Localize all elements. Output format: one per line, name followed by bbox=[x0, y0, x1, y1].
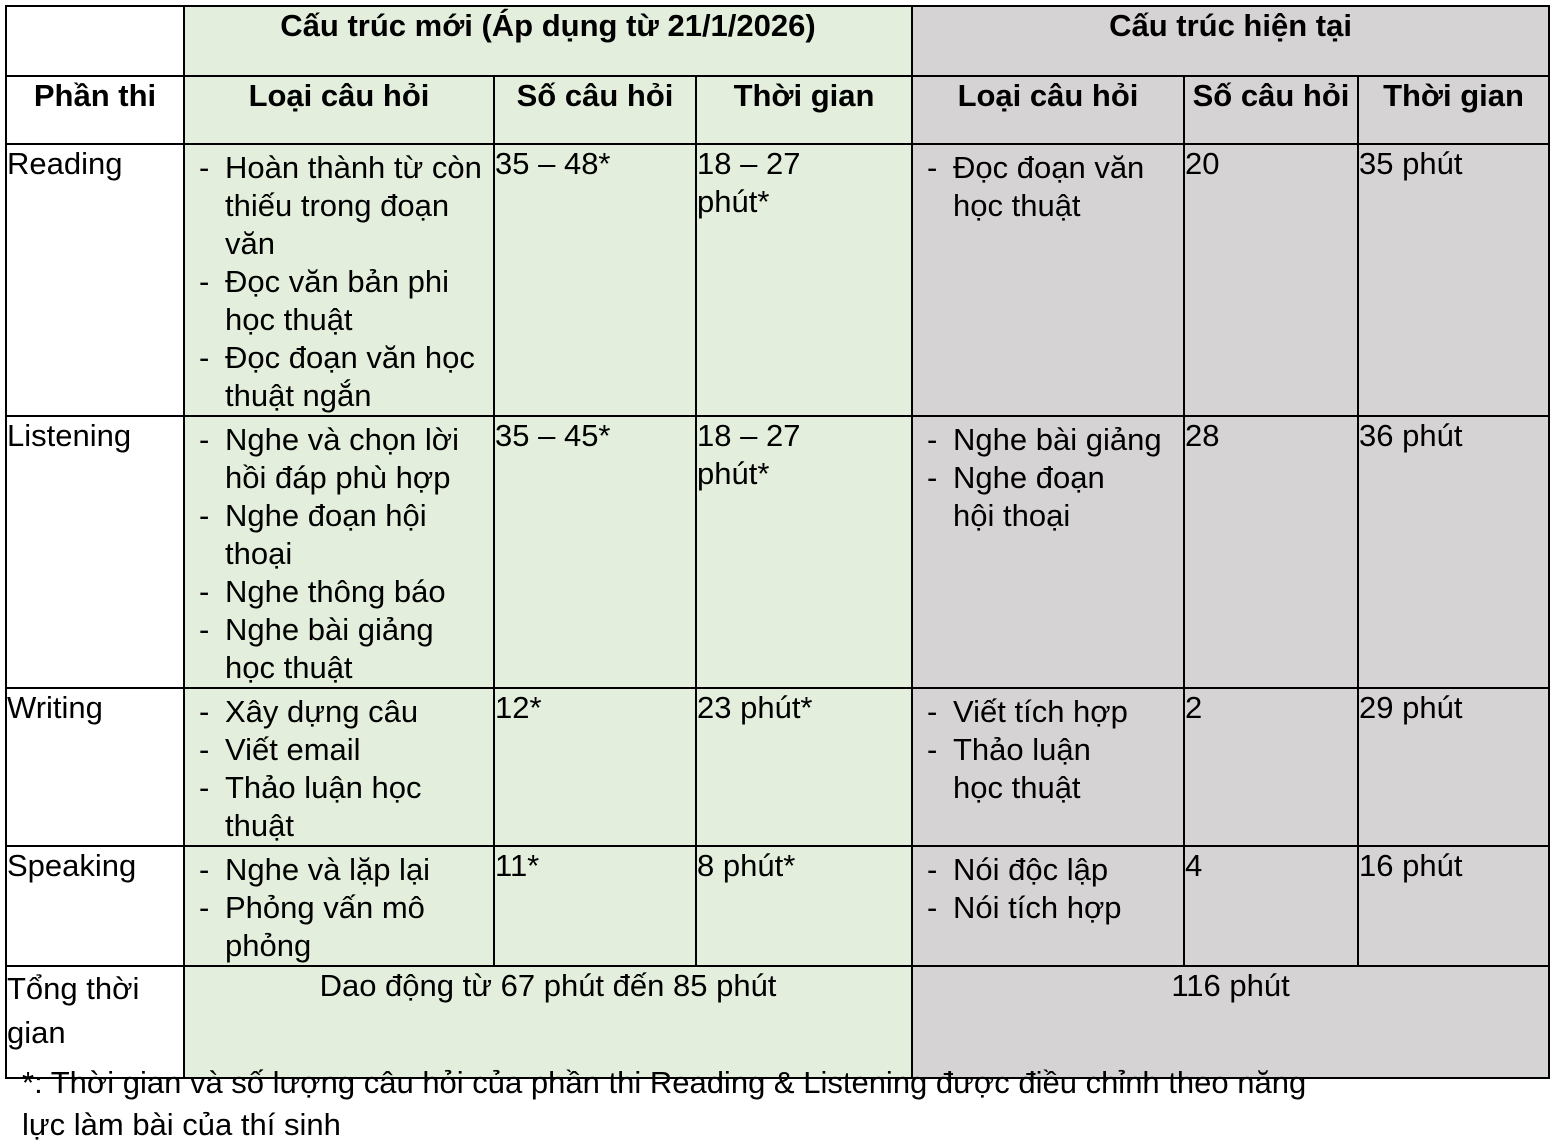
new-question-types bbox=[184, 416, 494, 688]
current-question-types bbox=[912, 144, 1184, 416]
list-item: - Nghe thông báo bbox=[199, 573, 489, 611]
new-types-list bbox=[185, 145, 493, 415]
table-row-writing bbox=[6, 688, 1549, 846]
new-question-count: 35 – 48* bbox=[494, 144, 696, 416]
current-time-header: Thời gian bbox=[1358, 76, 1549, 144]
current-question-count: 28 bbox=[1184, 416, 1358, 688]
new-types-list bbox=[185, 847, 493, 965]
current-question-types bbox=[912, 416, 1184, 688]
list-item: - Thảo luận học thuật bbox=[199, 769, 489, 845]
list-item: - Viết tích hợp bbox=[927, 693, 1179, 731]
current-question-count: 2 bbox=[1184, 688, 1358, 846]
current-question-count: 20 bbox=[1184, 144, 1358, 416]
comparison-table bbox=[5, 5, 1550, 1079]
current-time: 29 phút bbox=[1358, 688, 1549, 846]
current-types-list bbox=[913, 145, 1183, 225]
section-column-header: Phần thi bbox=[6, 76, 184, 144]
new-question-count-header: Số câu hỏi bbox=[494, 76, 696, 144]
current-question-types bbox=[912, 846, 1184, 966]
section-name: Writing bbox=[6, 688, 184, 846]
current-total-time: 116 phút bbox=[912, 966, 1549, 1078]
new-question-count: 11* bbox=[494, 846, 696, 966]
current-time: 36 phút bbox=[1358, 416, 1549, 688]
list-item: - Nghe bài giảng học thuật bbox=[199, 611, 489, 687]
list-item: - Nói tích hợp bbox=[927, 889, 1179, 927]
new-types-list bbox=[185, 417, 493, 687]
section-name: Listening bbox=[6, 416, 184, 688]
list-item: - Xây dựng câu bbox=[199, 693, 489, 731]
new-time: 18 – 27 phút* bbox=[696, 144, 912, 416]
footnote: *: Thời gian và số lượng câu hỏi của phần thi Reading & Listening được điều chỉnh theo năng lực làm bài của thí sinh bbox=[22, 1065, 1307, 1142]
list-item: - Phỏng vấn mô phỏng bbox=[199, 889, 489, 965]
list-item: - Viết email bbox=[199, 731, 489, 769]
section-name: Reading bbox=[6, 144, 184, 416]
list-item: - Nghe đoạn hội thoại bbox=[199, 497, 489, 573]
new-time: 23 phút* bbox=[696, 688, 912, 846]
current-types-list bbox=[913, 689, 1183, 807]
list-item: - Đọc văn bản phi học thuật bbox=[199, 263, 489, 339]
list-item: - Nói độc lập bbox=[927, 851, 1179, 889]
list-item: - Thảo luận học thuật bbox=[927, 731, 1179, 807]
list-item: - Đọc đoạn văn học thuật ngắn bbox=[199, 339, 489, 415]
new-structure-title: Cấu trúc mới (Áp dụng từ 21/1/2026) bbox=[184, 6, 912, 76]
current-structure-title: Cấu trúc hiện tại bbox=[912, 6, 1549, 76]
new-types-list bbox=[185, 689, 493, 845]
table-row-listening bbox=[6, 416, 1549, 688]
list-item: - Nghe và chọn lời hồi đáp phù hợp bbox=[199, 421, 489, 497]
list-item: - Hoàn thành từ còn thiếu trong đoạn văn bbox=[199, 149, 489, 263]
current-question-count: 4 bbox=[1184, 846, 1358, 966]
new-question-types bbox=[184, 144, 494, 416]
current-types-list bbox=[913, 417, 1183, 535]
table-row-speaking bbox=[6, 846, 1549, 966]
current-types-list bbox=[913, 847, 1183, 927]
current-question-count-header: Số câu hỏi bbox=[1184, 76, 1358, 144]
list-item: - Nghe đoạn hội thoại bbox=[927, 459, 1179, 535]
empty-corner-cell bbox=[6, 6, 184, 76]
new-question-types bbox=[184, 846, 494, 966]
list-item: - Nghe và lặp lại bbox=[199, 851, 489, 889]
column-header-row bbox=[6, 76, 1549, 144]
section-name: Speaking bbox=[6, 846, 184, 966]
new-time: 18 – 27 phút* bbox=[696, 416, 912, 688]
list-item: - Đọc đoạn văn học thuật bbox=[927, 149, 1179, 225]
current-time: 35 phút bbox=[1358, 144, 1549, 416]
new-time-header: Thời gian bbox=[696, 76, 912, 144]
new-question-types bbox=[184, 688, 494, 846]
new-question-count: 35 – 45* bbox=[494, 416, 696, 688]
new-total-time: Dao động từ 67 phút đến 85 phút bbox=[184, 966, 912, 1078]
current-question-type-header: Loại câu hỏi bbox=[912, 76, 1184, 144]
new-time: 8 phút* bbox=[696, 846, 912, 966]
table-row-reading bbox=[6, 144, 1549, 416]
group-header-row bbox=[6, 6, 1549, 76]
current-question-types bbox=[912, 688, 1184, 846]
new-question-count: 12* bbox=[494, 688, 696, 846]
new-question-type-header: Loại câu hỏi bbox=[184, 76, 494, 144]
current-time: 16 phút bbox=[1358, 846, 1549, 966]
total-label: Tổng thời gian bbox=[6, 966, 184, 1078]
list-item: - Nghe bài giảng bbox=[927, 421, 1179, 459]
